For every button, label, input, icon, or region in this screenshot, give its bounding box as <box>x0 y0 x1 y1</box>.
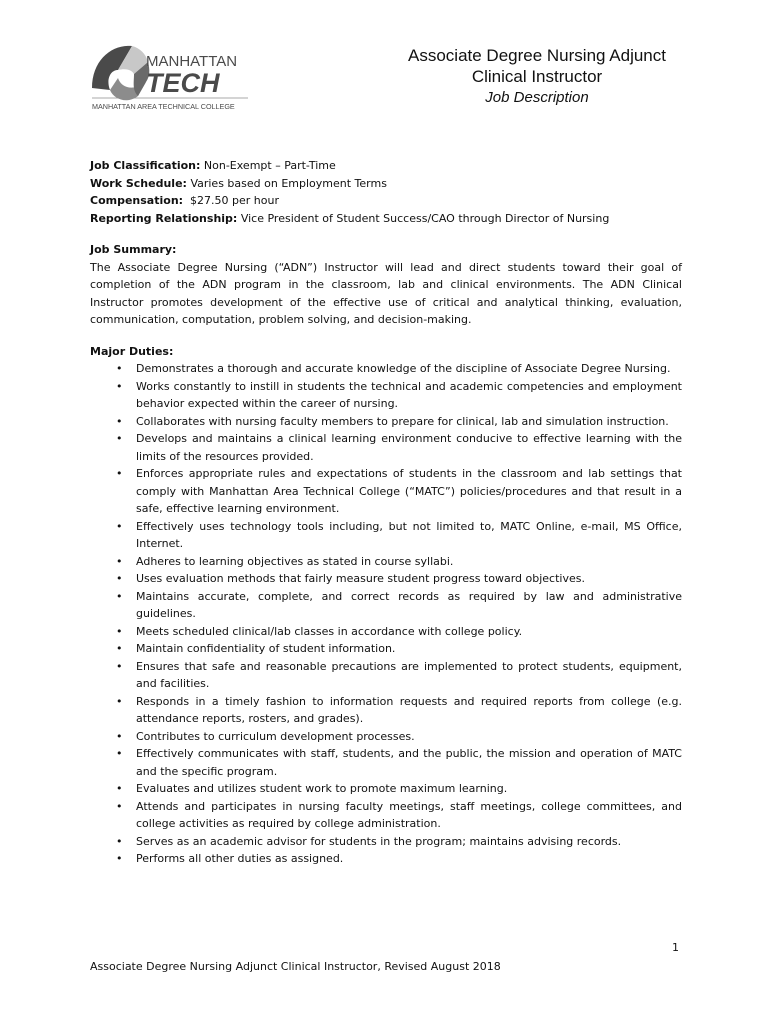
duty-text: Performs all other duties as assigned. <box>136 852 344 865</box>
duty-text: Maintain confidentiality of student information. <box>136 642 396 655</box>
logo-tagline: MANHATTAN AREA TECHNICAL COLLEGE <box>92 102 235 111</box>
summary-text: The Associate Degree Nursing (“ADN”) Instructor will lead and direct students toward their goal of completion of the ADN program in the classroom, lab and clinical environments. The ADN Clinical Instructor promotes development of the effective use of critical and analytical thinking, evaluation, communication, computation, problem solving, and decision-making. <box>90 260 682 326</box>
meta-row-schedule <box>90 175 682 193</box>
meta-label: Work Schedule: <box>90 176 187 190</box>
meta-label: Job Classification: <box>90 159 201 172</box>
duty-item <box>90 798 682 833</box>
meta-value: Non-Exempt – Part-Time <box>203 159 336 172</box>
title-line-2: Clinical Instructor <box>471 67 603 86</box>
logo-name-line2: TECH <box>146 68 220 98</box>
bullet-icon: • <box>116 362 123 375</box>
meta-label: Compensation: <box>90 194 184 207</box>
bullet-icon: • <box>116 589 123 603</box>
meta-value: Vice President of Student Success/CAO through Director of Nursing <box>240 211 610 225</box>
duty-item <box>90 413 682 431</box>
page-number: 1 <box>672 941 679 954</box>
duty-item <box>90 745 682 780</box>
duty-text: Collaborates with nursing faculty members to prepare for clinical, lab and simulation instruction. <box>136 414 669 428</box>
document-body <box>90 157 682 868</box>
duty-text: Adheres to learning objectives as stated in course syllabi. <box>136 554 454 568</box>
bullet-icon: • <box>116 379 123 393</box>
job-meta <box>90 157 682 227</box>
bullet-icon: • <box>116 467 123 480</box>
meta-label: Reporting Relationship: <box>90 211 238 225</box>
bullet-icon: • <box>116 747 123 760</box>
duty-text: Attends and participates in nursing faculty meetings, staff meetings, college committees, and college activities as required by college administration. <box>136 799 682 830</box>
duty-item <box>90 833 682 851</box>
duty-item <box>90 640 682 658</box>
bullet-icon: • <box>116 782 123 795</box>
meta-row-classification <box>90 157 682 175</box>
duty-item <box>90 430 682 465</box>
duty-text: Uses evaluation methods that fairly measure student progress toward objectives. <box>136 572 585 585</box>
footer-text: Associate Degree Nursing Adjunct Clinical Instructor, Revised August 2018 <box>90 960 501 973</box>
bullet-icon: • <box>116 852 123 865</box>
bullet-icon: • <box>116 799 123 813</box>
summary-heading: Job Summary: <box>90 243 177 256</box>
duty-item <box>90 850 682 868</box>
bullet-icon: • <box>116 834 123 848</box>
logo-name-line1: MANHATTAN <box>146 53 238 70</box>
bullet-icon: • <box>116 519 123 533</box>
duties-list <box>90 360 682 868</box>
meta-value: $27.50 per hour <box>190 194 279 207</box>
duty-item <box>90 570 682 588</box>
duty-text: Develops and maintains a clinical learning environment conducive to effective learning with the limits of the resources provided. <box>136 432 682 463</box>
duty-text: Ensures that safe and reasonable precautions are implemented to protect students, equipment, and facilities. <box>136 659 682 690</box>
duty-item <box>90 378 682 413</box>
duty-item <box>90 360 682 378</box>
logo-mark-icon <box>92 46 149 100</box>
duties-heading: Major Duties: <box>90 344 174 358</box>
bullet-icon: • <box>116 729 123 743</box>
title-line-1: Associate Degree Nursing Adjunct <box>408 46 666 65</box>
duty-item <box>90 693 682 728</box>
bullet-icon: • <box>116 659 123 673</box>
meta-row-compensation <box>90 192 682 210</box>
document-subtitle: Job Description <box>485 89 589 106</box>
duty-text: Meets scheduled clinical/lab classes in accordance with college policy. <box>136 624 523 638</box>
duty-item <box>90 553 682 571</box>
duty-text: Maintains accurate, complete, and correct records as required by law and administrative guidelines. <box>136 589 682 620</box>
meta-row-reporting <box>90 210 682 228</box>
duty-item <box>90 780 682 798</box>
duty-item <box>90 465 682 518</box>
college-logo <box>88 40 253 112</box>
duty-text: Works constantly to instill in students the technical and academic competencies and employment behavior expected within the career of nursing. <box>136 379 682 410</box>
duty-text: Serves as an academic advisor for students in the program; maintains advising records. <box>136 834 622 848</box>
bullet-icon: • <box>116 572 123 585</box>
duty-text: Evaluates and utilizes student work to promote maximum learning. <box>136 782 508 795</box>
duty-text: Enforces appropriate rules and expectations of students in the classroom and lab settings that comply with Manhattan Area Technical College (“MATC”) policies/procedures and that result in a safe, effective learning environment. <box>136 467 682 515</box>
duty-item <box>90 588 682 623</box>
bullet-icon: • <box>116 624 123 638</box>
bullet-icon: • <box>116 414 123 428</box>
duty-item <box>90 623 682 641</box>
duty-item <box>90 728 682 746</box>
bullet-icon: • <box>116 432 123 445</box>
meta-value: Varies based on Employment Terms <box>190 176 387 190</box>
duty-item <box>90 518 682 553</box>
duty-text: Contributes to curriculum development processes. <box>136 729 415 743</box>
duty-text: Demonstrates a thorough and accurate knowledge of the discipline of Associate Degree Nursing. <box>136 362 671 375</box>
document-title-block <box>360 45 714 108</box>
duty-text: Responds in a timely fashion to information requests and required reports from college (e.g. attendance reports, rosters, and grades). <box>136 694 682 725</box>
bullet-icon: • <box>116 554 123 568</box>
bullet-icon: • <box>116 694 123 708</box>
duty-item <box>90 658 682 693</box>
bullet-icon: • <box>116 642 123 655</box>
duty-text: Effectively communicates with staff, students, and the public, the mission and operation of MATC and the specific program. <box>136 747 682 778</box>
duty-text: Effectively uses technology tools including, but not limited to, MATC Online, e-mail, MS Office, Internet. <box>136 519 682 550</box>
